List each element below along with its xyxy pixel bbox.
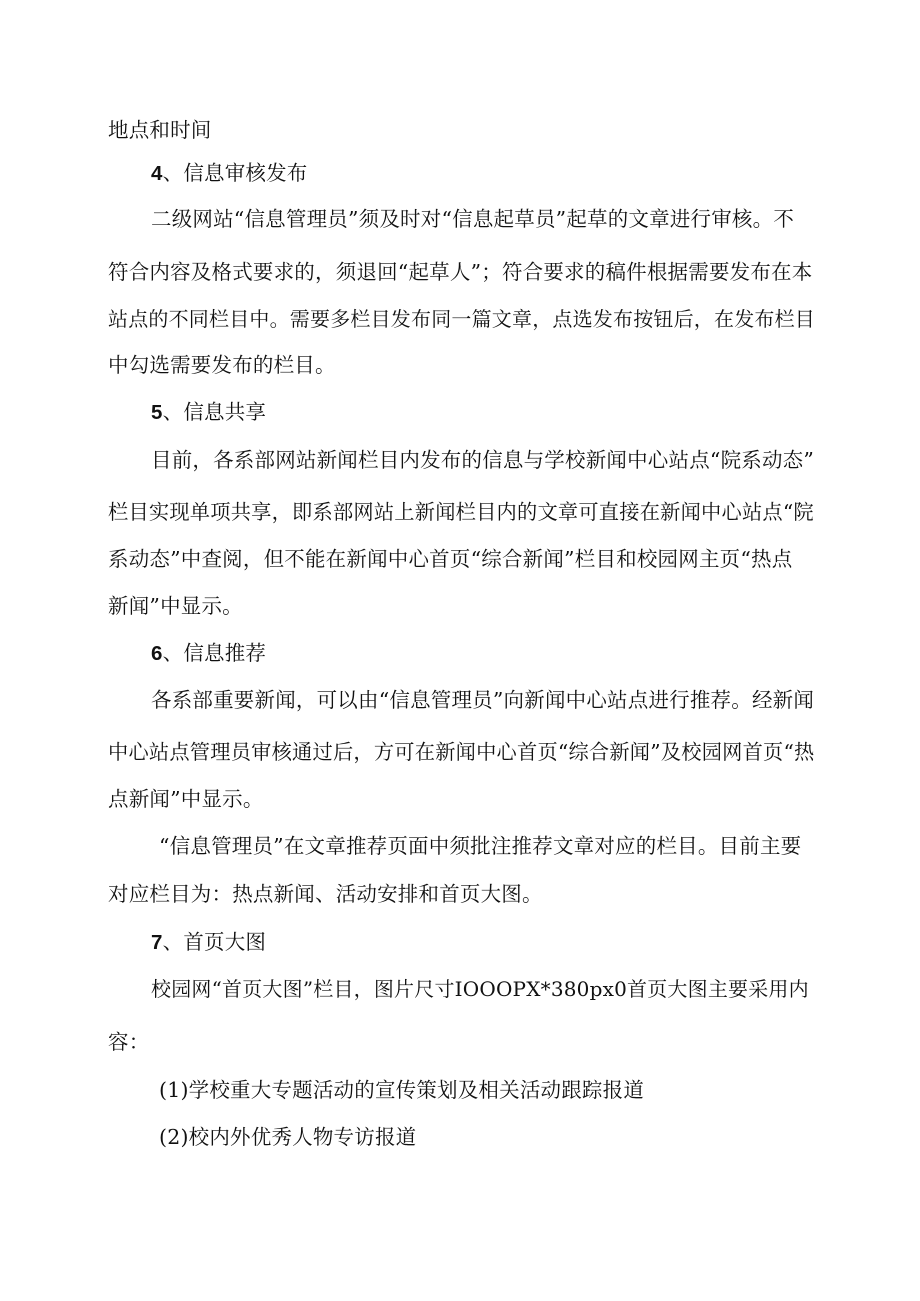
text-line: 容： [108, 1030, 150, 1054]
heading-number: 4 [151, 162, 163, 185]
heading-title: 信息共享 [183, 400, 267, 424]
heading-number: 6 [151, 642, 163, 665]
text-line: 中心站点管理员审核通过后，方可在新闻中心首页“综合新闻”及校园网首页“热 [108, 740, 815, 764]
text-line: 点新闻”中显示。 [108, 787, 264, 811]
text-line: 中勾选需要发布的栏目。 [108, 353, 336, 377]
section-heading-5 [151, 399, 266, 426]
heading-title: 信息推荐 [183, 641, 267, 665]
heading-separator: 、 [162, 641, 184, 665]
text-line: 符合内容及格式要求的，须退回“起草人”；符合要求的稿件根据需要发布在本 [108, 260, 813, 284]
heading-number: 5 [151, 401, 163, 424]
text-line: 各系部重要新闻，可以由“信息管理员”向新闻中心站点进行推荐。经新闻 [151, 688, 815, 712]
text-line: 对应栏目为：热点新闻、活动安排和首页大图。 [108, 882, 543, 906]
section-heading-6 [151, 640, 266, 667]
text-line: 站点的不同栏目中。需要多栏目发布同一篇文章，点选发布按钮后，在发布栏目 [108, 307, 815, 331]
list-item: (2)校内外优秀人物专访报道 [159, 1125, 417, 1149]
text-line: 二级网站“信息管理员”须及时对“信息起草员”起草的文章进行审核。不 [151, 207, 795, 231]
text-line: 目前，各系部网站新闻栏目内发布的信息与学校新闻中心站点“院系动态” [151, 448, 815, 472]
text-line: 系动态”中查阅，但不能在新闻中心首页“综合新闻”栏目和校园网主页“热点 [108, 547, 793, 571]
list-item: (1)学校重大专题活动的宣传策划及相关活动跟踪报道 [159, 1078, 645, 1102]
heading-separator: 、 [162, 400, 184, 424]
heading-title: 首页大图 [183, 930, 267, 954]
text-line: 校园网“首页大图”栏目，图片尺寸IOOOPX*380px0首页大图主要采用内 [151, 977, 809, 1001]
section-heading-7 [151, 929, 266, 956]
heading-separator: 、 [162, 930, 184, 954]
text-line: “信息管理员”在文章推荐页面中须批注推荐文章对应的栏目。目前主要 [159, 834, 802, 858]
heading-separator: 、 [162, 161, 184, 185]
text-line: 新闻”中显示。 [108, 594, 243, 618]
heading-number: 7 [151, 931, 163, 954]
section-heading-4 [151, 160, 308, 187]
text-line: 地点和时间 [108, 118, 212, 142]
text-line: 栏目实现单项共享，即系部网站上新闻栏目内的文章可直接在新闻中心站点“院 [108, 500, 814, 524]
heading-title: 信息审核发布 [183, 161, 308, 185]
